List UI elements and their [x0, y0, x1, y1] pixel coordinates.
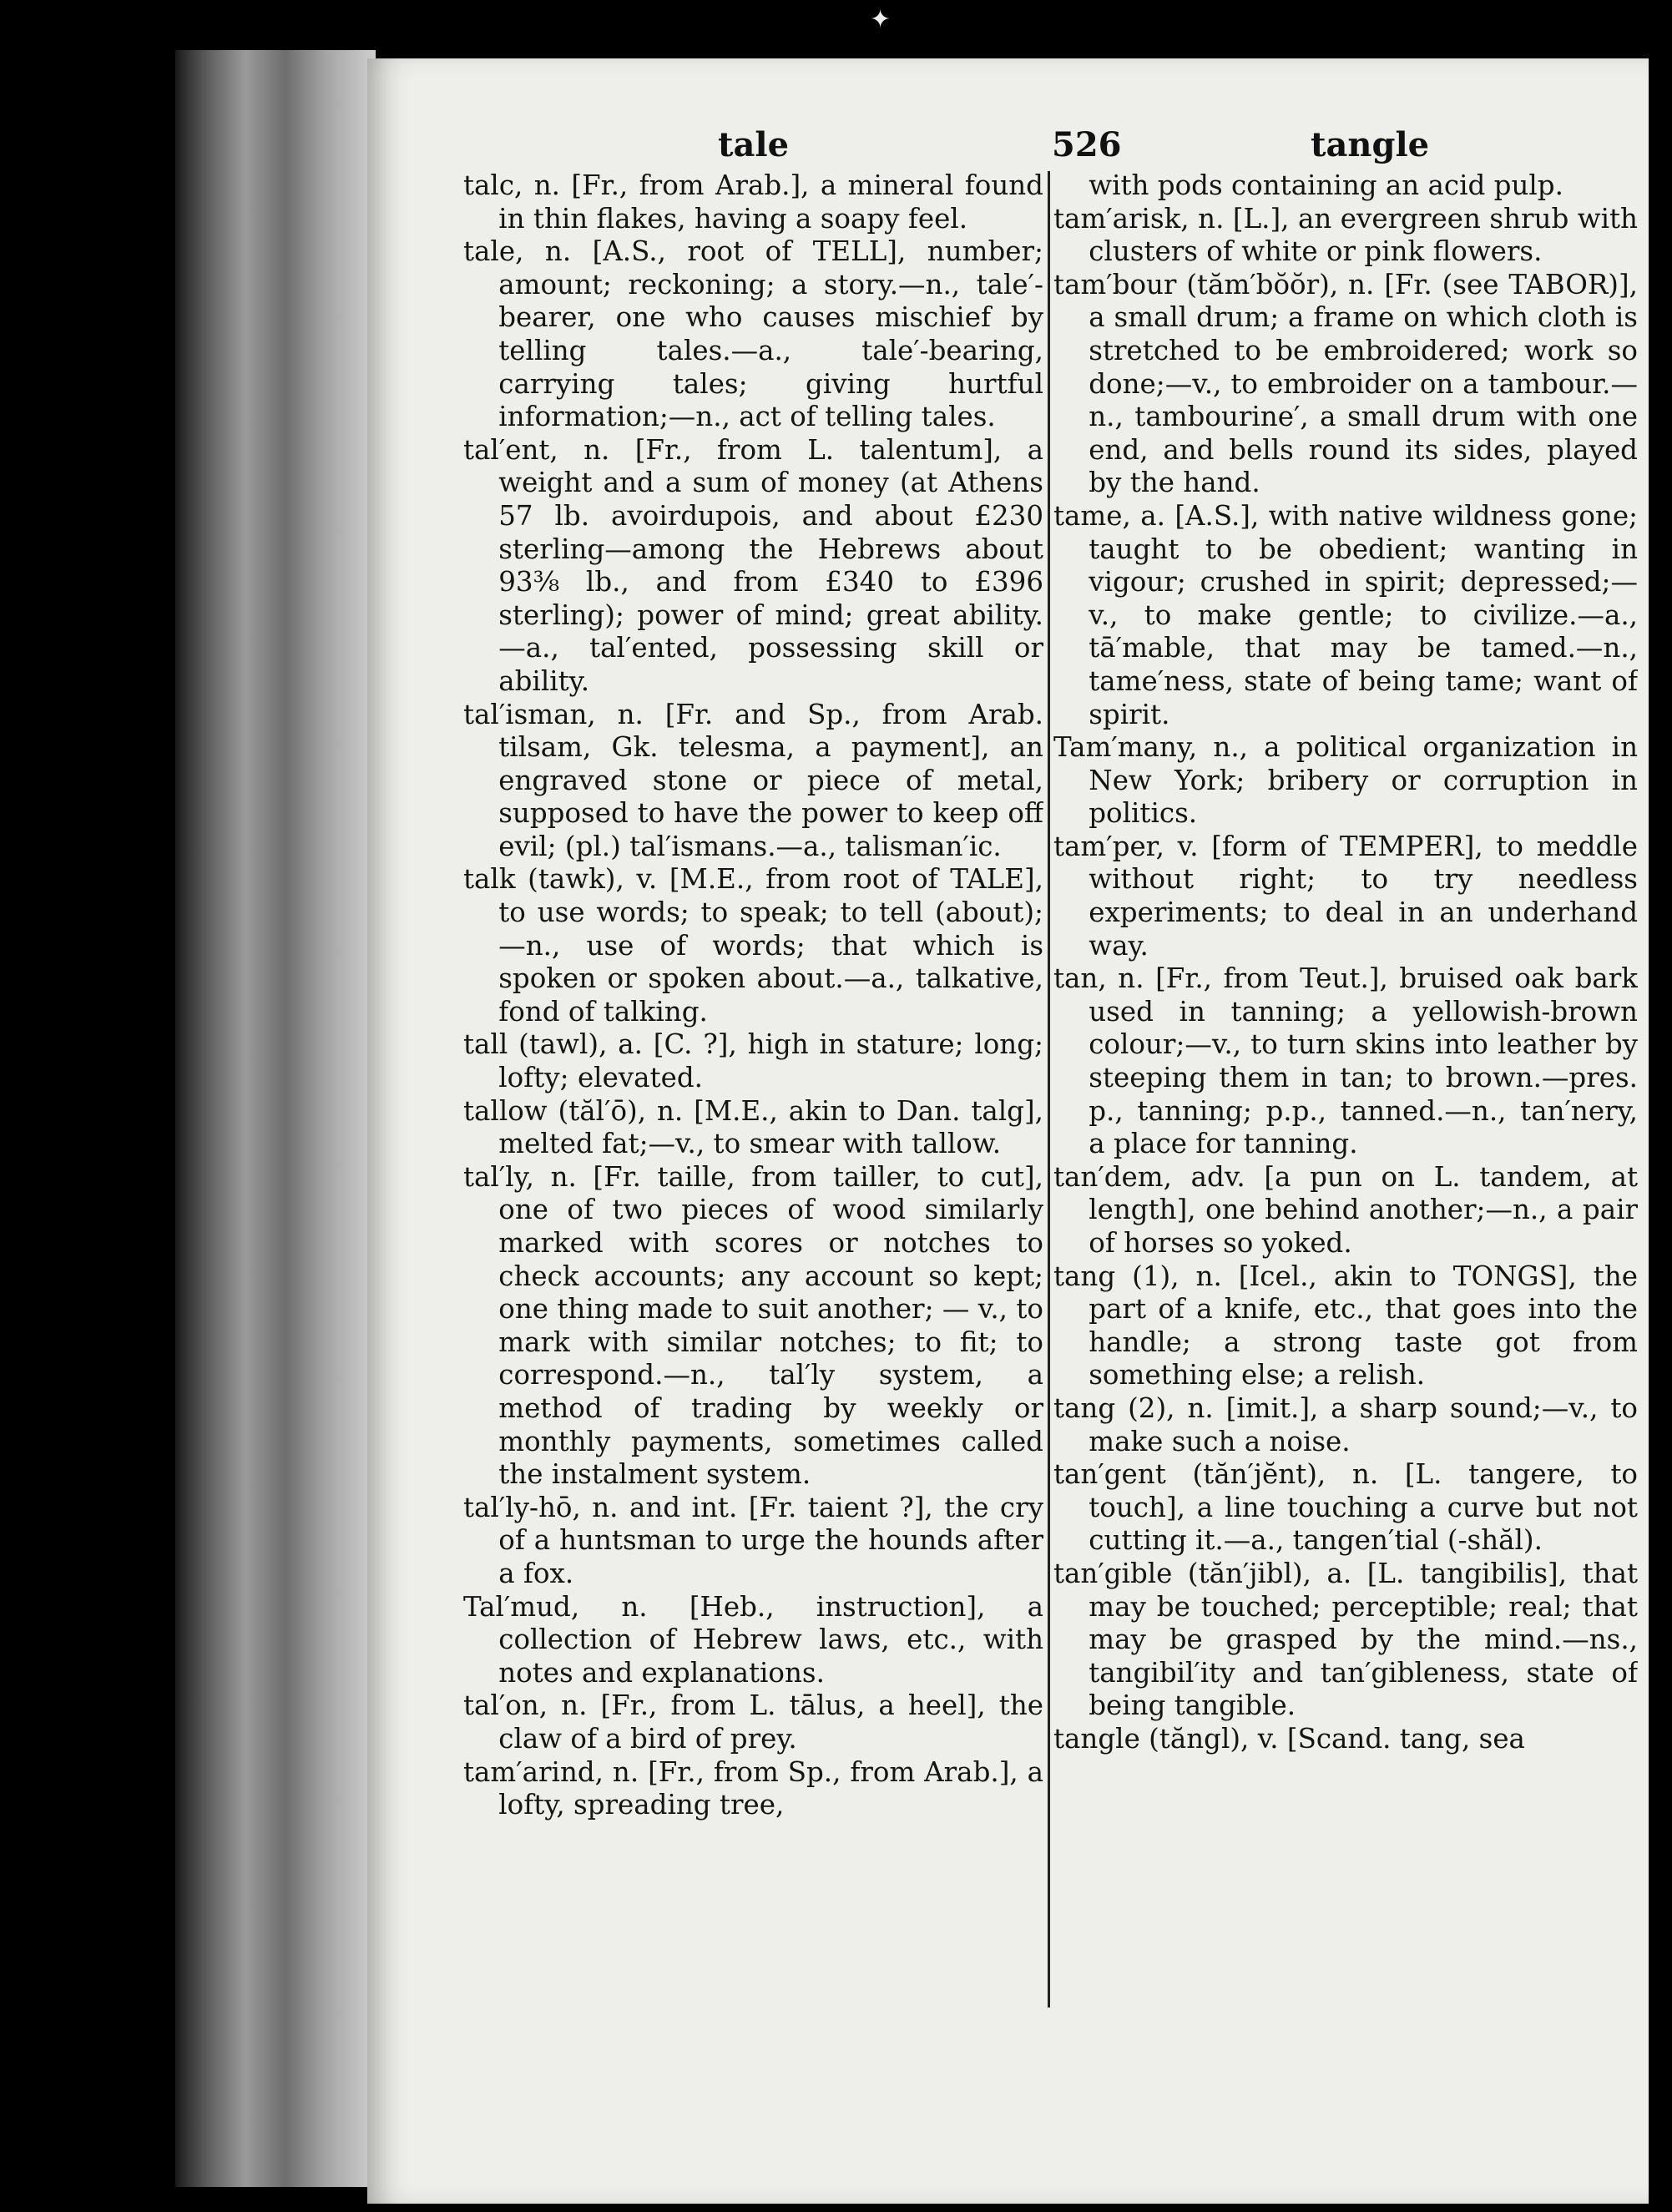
page-header: [367, 125, 1653, 175]
entry-tamper: tam′per, v. [form of TEMPER], to meddle without right; to try needless experiments; to deal in an underhand way.: [1053, 830, 1638, 962]
column-divider: [1048, 171, 1050, 2007]
entry-tallow: tallow (tăl′ō), n. [M.E., akin to Dan. talg], melted fat;—v., to smear with tallow.: [463, 1094, 1043, 1160]
header-right-guide-word: tangle: [1311, 125, 1430, 164]
entry-tandem: tan′dem, adv. [a pun on L. tandem, at length], one behind another;—n., a pair of horses so yoked.: [1053, 1160, 1638, 1259]
entry-talent: tal′ent, n. [Fr., from L. talentum], a weight and a sum of money (at Athens 57 lb. avoirdupois, and about £230 sterling—among the Hebrews about 93⅜ lb., and from £340 to £396 sterling); power of mind; great ability.—a., tal′ented, possessing skill or ability.: [463, 433, 1043, 697]
entry-talc: talc, n. [Fr., from Arab.], a mineral found in thin flakes, having a soapy feel.: [463, 169, 1043, 235]
left-column: [463, 169, 1043, 2206]
entry-tame: tame, a. [A.S.], with native wildness gone; taught to be obedient; wanting in vigour; crushed in spirit; depressed;—v., to make gentle; to civilize.—a., tā′mable, that may be tamed.—n., tame′ness, state of being tame; want of spirit.: [1053, 499, 1638, 730]
scan-speck: ✦: [870, 5, 892, 34]
entry-tall: tall (tawl), a. [C. ?], high in stature; long; lofty; elevated.: [463, 1028, 1043, 1094]
entry-tammany: Tam′many, n., a political organization in New York; bribery or corruption in politics.: [1053, 731, 1638, 830]
page-number: 526: [1052, 125, 1122, 164]
header-left-guide-word: tale: [718, 125, 790, 164]
entry-tan: tan, n. [Fr., from Teut.], bruised oak bark used in tanning; a yellowish-brown colour;—v., to turn skins into leather by steeping them in tan; to brown.—pres. p., tanning; p.p., tanned.—n., tan′nery, a place for tanning.: [1053, 962, 1638, 1160]
entry-tangible: tan′gible (tăn′jibl), a. [L. tangibilis], that may be touched; perceptible; real; that may be grasped by the mind.—ns., tangibil′ity and tan′gibleness, state of being tangible.: [1053, 1557, 1638, 1722]
right-column: [1053, 169, 1638, 2206]
entry-talon: tal′on, n. [Fr., from L. tālus, a heel], the claw of a bird of prey.: [463, 1689, 1043, 1755]
entry-tale: tale, n. [A.S., root of TELL], number; amount; reckoning; a story.—n., tale′-bearer, one who causes mischief by telling tales.—a., tale′-bearing, carrying tales; giving hurtful information;—n., act of telling tales.: [463, 235, 1043, 433]
entry-tangent: tan′gent (tăn′jĕnt), n. [L. tangere, to touch], a line touching a curve but not cutting it.—a., tangen′tial (-shăl).: [1053, 1458, 1638, 1557]
entry-tally: tal′ly, n. [Fr. taille, from tailler, to cut], one of two pieces of wood similarly marked with scores or notches to check accounts; any account so kept; one thing made to suit another; — v., to mark with similar notches; to fit; to correspond.—n., tal′ly system, a method of trading by weekly or monthly payments, sometimes called the instalment system.: [463, 1160, 1043, 1491]
entry-tamarind: tam′arind, n. [Fr., from Sp., from Arab.], a lofty, spreading tree,: [463, 1755, 1043, 1821]
page-right-shadow: [1649, 58, 1672, 2212]
entry-tally-ho: tal′ly-hō, n. and int. [Fr. taient ?], the cry of a huntsman to urge the hounds after a fox.: [463, 1491, 1043, 1589]
entry-tang-2: tang (2), n. [imit.], a sharp sound;—v., to make such a noise.: [1053, 1391, 1638, 1457]
entry-talisman: tal′isman, n. [Fr. and Sp., from Arab. tilsam, Gk. telesma, a payment], an engraved stone or piece of metal, supposed to have the power to keep off evil; (pl.) tal′ismans.—a., talisman′ic.: [463, 698, 1043, 862]
entry-tang-1: tang (1), n. [Icel., akin to TONGS], the part of a knife, etc., that goes into the handle; a strong taste got from something else; a relish.: [1053, 1260, 1638, 1391]
entry-tambour: tam′bour (tăm′bŏŏr), n. [Fr. (see TABOR)], a small drum; a frame on which cloth is stretched to be embroidered; work so done;—v., to embroider on a tambour.—n., tambourine′, a small drum with one end, and bells round its sides, played by the hand.: [1053, 268, 1638, 499]
entry-tamarisk: tam′arisk, n. [L.], an evergreen shrub with clusters of white or pink flowers.: [1053, 202, 1638, 268]
book-spine-edge: [175, 50, 376, 2187]
entry-tangle: tangle (tăngl), v. [Scand. tang, sea: [1053, 1722, 1525, 1755]
entry-tamarind-continued: with pods containing an acid pulp.: [1089, 169, 1563, 201]
entry-talk: talk (tawk), v. [M.E., from root of TALE], to use words; to speak; to tell (about);—n., use of words; that which is spoken or spoken about.—a., talkative, fond of talking.: [463, 863, 1043, 1028]
entry-talmud: Tal′mud, n. [Heb., instruction], a collection of Hebrew laws, etc., with notes and explanations.: [463, 1590, 1043, 1689]
